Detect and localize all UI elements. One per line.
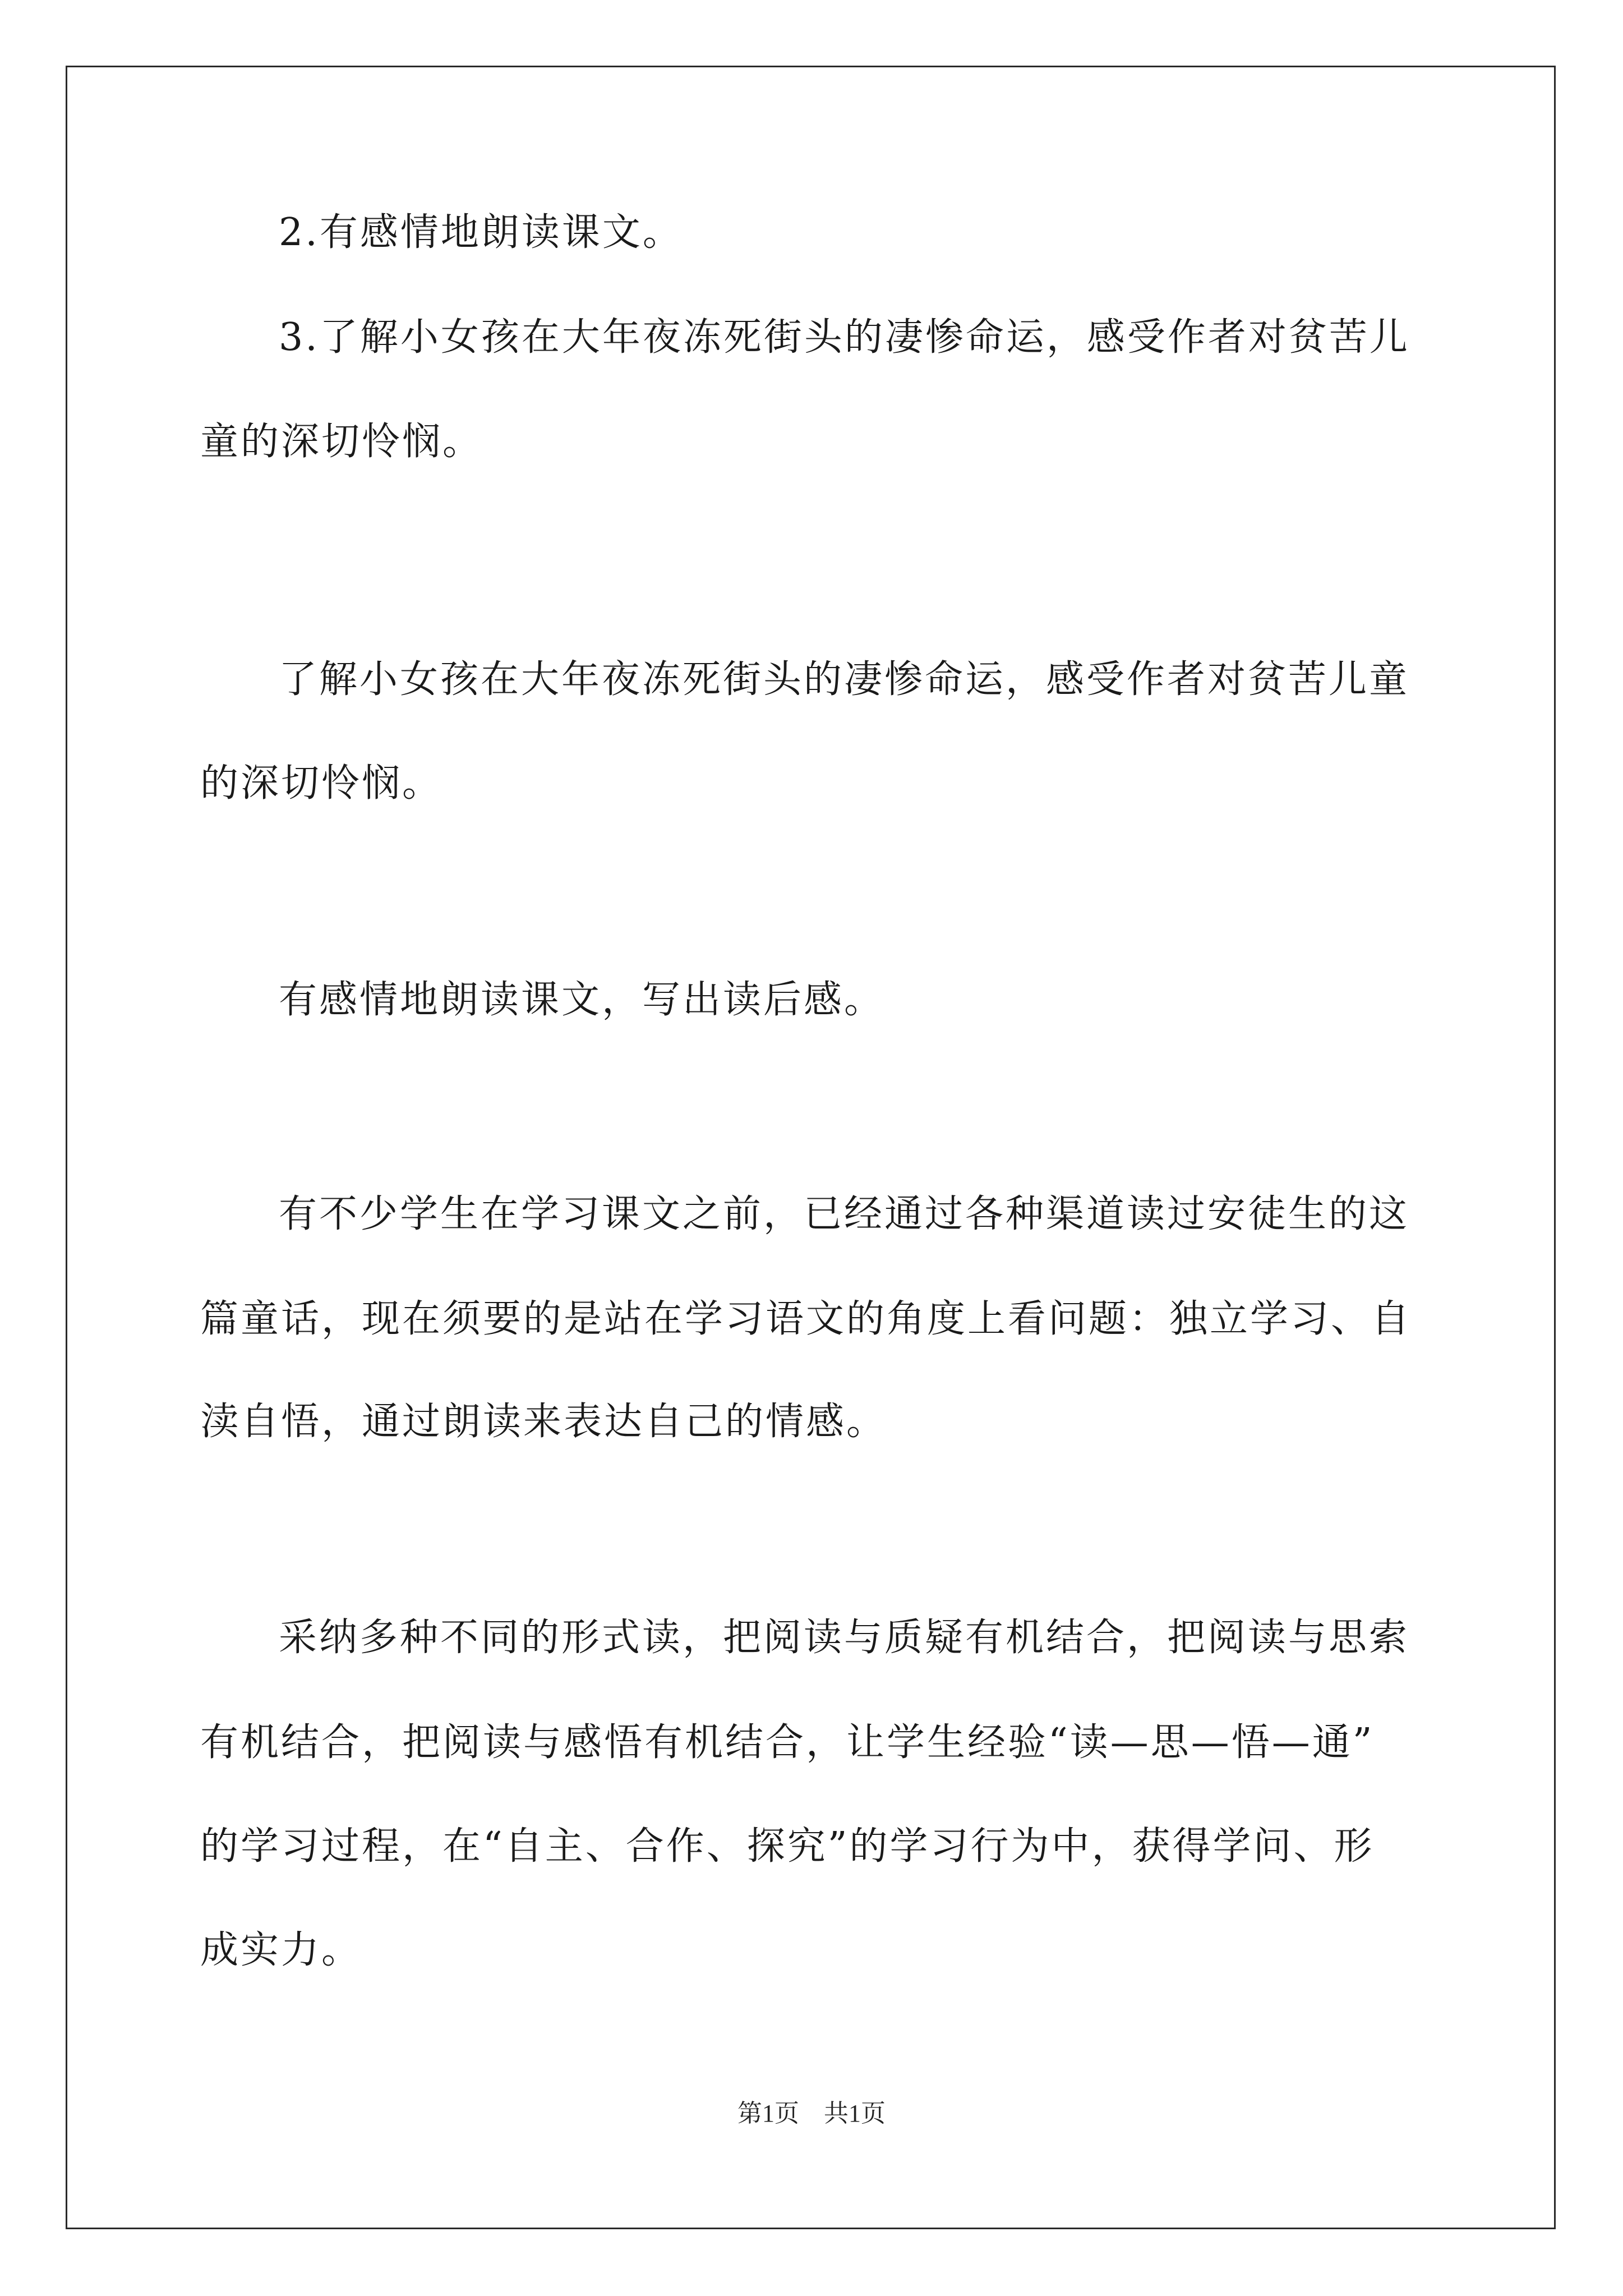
page-border [66,66,1556,2229]
paragraph-line: 采纳多种不同的形式读，把阅读与质疑有机结合，把阅读与思索 [279,1616,1410,1660]
paragraph-line: 2.有感情地朗读课文。 [279,210,683,255]
paragraph-line: 的深切怜悯。 [200,761,443,806]
paragraph-line: 成实力。 [200,1928,362,1972]
paragraph-line: 篇童话，现在须要的是站在学习语文的角度上看问题：独立学习、自 [200,1297,1412,1341]
page-footer: 第1页 共1页 [737,2100,886,2127]
paragraph-line: 渎自悟，通过朗读来表达自己的情感。 [200,1400,887,1444]
paragraph-line: 3.了解小女孩在大年夜冻死街头的凄惨命运，感受作者对贫苦儿 [279,315,1410,360]
paragraph-line: 童的深切怜悯。 [200,420,483,464]
paragraph-line: 的学习过程，在“自主、合作、探究”的学习行为中，获得学问、形 [200,1824,1375,1869]
paragraph-line: 有感情地朗读课文，写出读后感。 [279,978,885,1022]
paragraph-line: 有不少学生在学习课文之前，已经通过各种渠道读过安徒生的这 [279,1192,1410,1236]
paragraph-line: 有机结合，把阅读与感悟有机结合，让学生经验“读—思—悟—通” [200,1720,1375,1765]
paragraph-line: 了解小女孩在大年夜冻死街头的凄惨命运，感受作者对贫苦儿童 [279,657,1410,702]
